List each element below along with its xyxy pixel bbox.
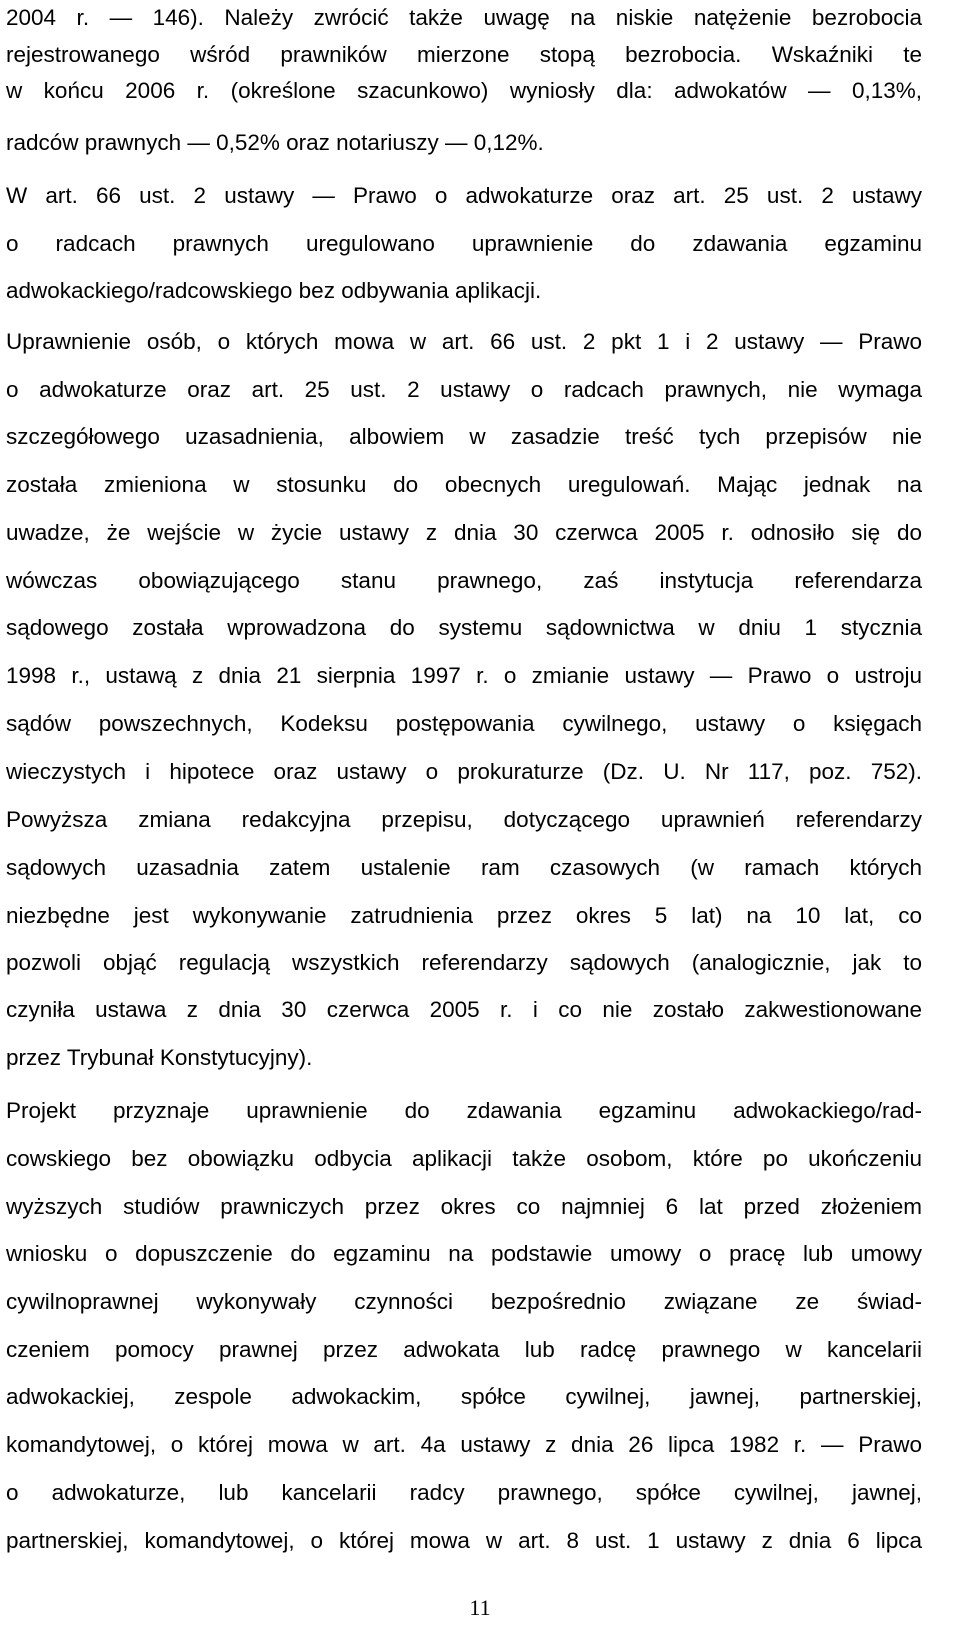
text-line: została zmieniona w stosunku do obecnych uregulowań. Mając jednak na xyxy=(6,472,922,497)
text-line: komandytowej, o której mowa w art. 4a ustawy z dnia 26 lipca 1982 r. — Prawo xyxy=(6,1432,922,1457)
text-line: czyniła ustawa z dnia 30 czerwca 2005 r. i co nie zostało zakwestionowane xyxy=(6,997,922,1022)
text-line: wówczas obowiązującego stanu prawnego, zaś instytucja referendarza xyxy=(6,568,922,593)
text-line: czeniem pomocy prawnej przez adwokata lub radcę prawnego w kancelarii xyxy=(6,1337,922,1362)
text-line: szczegółowego uzasadnienia, albowiem w zasadzie treść tych przepisów nie xyxy=(6,424,922,449)
text-line: cowskiego bez obowiązku odbycia aplikacji także osobom, które po ukończeniu xyxy=(6,1146,922,1171)
text-line: wniosku o dopuszczenie do egzaminu na podstawie umowy o pracę lub umowy xyxy=(6,1241,922,1266)
text-line: wieczystych i hipotece oraz ustawy o prokuraturze (Dz. U. Nr 117, poz. 752). xyxy=(6,759,922,784)
text-line: adwokackiego/radcowskiego bez odbywania aplikacji. xyxy=(6,278,542,303)
text-line: Powyższa zmiana redakcyjna przepisu, dotyczącego uprawnień referendarzy xyxy=(6,807,922,832)
text-line: W art. 66 ust. 2 ustawy — Prawo o adwokaturze oraz art. 25 ust. 2 ustawy xyxy=(6,183,922,208)
text-line: Projekt przyznaje uprawnienie do zdawania egzaminu adwokackiego/rad- xyxy=(6,1098,922,1123)
text-line: sądowego została wprowadzona do systemu sądownictwa w dniu 1 stycznia xyxy=(6,615,922,640)
text-line: niezbędne jest wykonywanie zatrudnienia przez okres 5 lat) na 10 lat, co xyxy=(6,903,922,928)
text-line: uwadze, że wejście w życie ustawy z dnia 30 czerwca 2005 r. odnosiło się do xyxy=(6,520,922,545)
text-line: cywilnoprawnej wykonywały czynności bezpośrednio związane ze świad- xyxy=(6,1289,922,1314)
text-line: o adwokaturze, lub kancelarii radcy prawnego, spółce cywilnej, jawnej, xyxy=(6,1480,922,1505)
text-line: 1998 r., ustawą z dnia 21 sierpnia 1997 r. o zmianie ustawy — Prawo o ustroju xyxy=(6,663,922,688)
text-line: o radcach prawnych uregulowano uprawnienie do zdawania egzaminu xyxy=(6,231,922,256)
text-line: przez Trybunał Konstytucyjny). xyxy=(6,1045,313,1070)
text-line: pozwoli objąć regulacją wszystkich referendarzy sądowych (analogicznie, jak to xyxy=(6,950,922,975)
text-line: radców prawnych — 0,52% oraz notariuszy — 0,12%. xyxy=(6,130,544,155)
text-line: rejestrowanego wśród prawników mierzone stopą bezrobocia. Wskaźniki te xyxy=(6,42,922,67)
text-line: adwokackiej, zespole adwokackim, spółce cywilnej, jawnej, partnerskiej, xyxy=(6,1384,922,1409)
text-line: sądowych uzasadnia zatem ustalenie ram czasowych (w ramach których xyxy=(6,855,922,880)
text-line: 2004 r. — 146). Należy zwrócić także uwagę na niskie natężenie bezrobocia xyxy=(6,5,922,30)
text-line: sądów powszechnych, Kodeksu postępowania cywilnego, ustawy o księgach xyxy=(6,711,922,736)
text-line: wyższych studiów prawniczych przez okres co najmniej 6 lat przed złożeniem xyxy=(6,1194,922,1219)
text-line: w końcu 2006 r. (określone szacunkowo) wyniosły dla: adwokatów — 0,13%, xyxy=(6,78,922,103)
text-line: Uprawnienie osób, o których mowa w art. 66 ust. 2 pkt 1 i 2 ustawy — Prawo xyxy=(6,329,922,354)
page-number: 11 xyxy=(469,1595,491,1620)
text-line: o adwokaturze oraz art. 25 ust. 2 ustawy o radcach prawnych, nie wymaga xyxy=(6,377,922,402)
text-line: partnerskiej, komandytowej, o której mowa w art. 8 ust. 1 ustawy z dnia 6 lipca xyxy=(6,1528,922,1553)
